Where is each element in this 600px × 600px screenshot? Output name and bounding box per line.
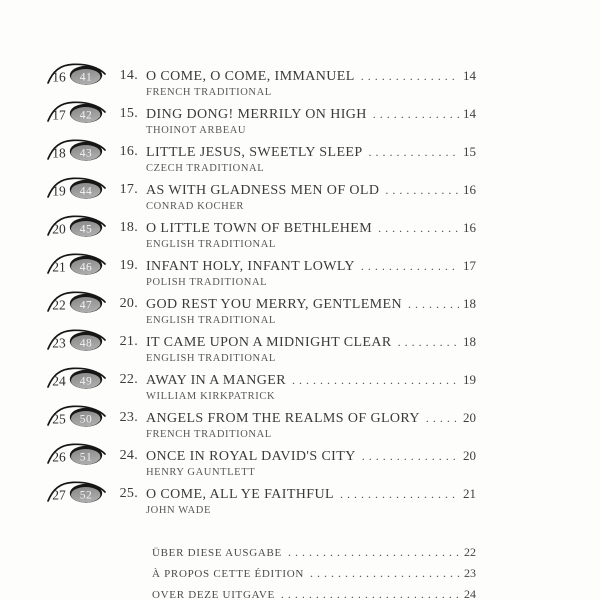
extra-label: OVER DEZE UITGAVE xyxy=(152,589,275,600)
entry-page-number: 18 xyxy=(463,334,476,349)
entry-title: AWAY IN A MANGER xyxy=(146,373,286,388)
dot-leader xyxy=(361,258,459,274)
entry-attribution: JOHN WADE xyxy=(146,505,211,516)
entry-title-row xyxy=(146,410,476,427)
toc-entry xyxy=(46,258,476,296)
entry-main xyxy=(146,334,476,365)
entry-title: O COME, O COME, IMMANUEL xyxy=(146,69,355,84)
entry-number: 24. xyxy=(119,448,138,463)
toc-entry xyxy=(46,296,476,334)
entry-main xyxy=(146,258,476,289)
dot-leader xyxy=(292,372,459,388)
dot-leader xyxy=(385,182,459,198)
dot-leader xyxy=(378,220,459,236)
toc-entry xyxy=(46,144,476,182)
dot-leader xyxy=(340,486,459,502)
entry-attribution: FRENCH TRADITIONAL xyxy=(146,87,272,98)
toc-entry xyxy=(46,220,476,258)
entry-title: DING DONG! MERRILY ON HIGH xyxy=(146,107,367,122)
dot-leader xyxy=(398,334,459,350)
entry-number: 14. xyxy=(119,68,138,83)
page-track-badge xyxy=(46,62,108,88)
dot-leader xyxy=(373,106,459,122)
dot-leader xyxy=(281,584,460,600)
dot-leader xyxy=(408,296,459,312)
book-page-number: 18 xyxy=(52,145,66,161)
entry-attribution: HENRY GAUNTLETT xyxy=(146,467,256,478)
toc-entry xyxy=(46,410,476,448)
page-track-badge xyxy=(46,290,108,316)
book-page-number: 20 xyxy=(52,221,66,237)
entry-page-number: 17 xyxy=(463,258,476,273)
entry-title: LITTLE JESUS, SWEETLY SLEEP xyxy=(146,145,363,160)
page-track-badge xyxy=(46,480,108,506)
toc-extra-entry xyxy=(46,542,476,563)
entry-title-row xyxy=(146,372,476,389)
entry-number: 19. xyxy=(119,258,138,273)
cd-track-number: 45 xyxy=(79,223,93,236)
toc-extra-entry xyxy=(46,584,476,600)
entry-page-number: 20 xyxy=(463,448,476,463)
entry-page-number: 14 xyxy=(463,106,476,121)
cd-track-number: 47 xyxy=(79,299,93,312)
cd-track-number: 49 xyxy=(79,375,93,388)
toc-entry xyxy=(46,182,476,220)
toc-entry xyxy=(46,106,476,144)
extra-page-number: 24 xyxy=(464,587,476,600)
entry-attribution: ENGLISH TRADITIONAL xyxy=(146,353,276,364)
entry-page-number: 18 xyxy=(463,296,476,311)
page-track-badge xyxy=(46,214,108,240)
entry-attribution: POLISH TRADITIONAL xyxy=(146,277,268,288)
entry-number: 15. xyxy=(119,106,138,121)
entry-attribution: CONRAD KOCHER xyxy=(146,201,244,212)
cd-track-number: 52 xyxy=(79,489,93,502)
toc-entry-list xyxy=(46,68,476,524)
entry-attribution: FRENCH TRADITIONAL xyxy=(146,429,272,440)
entry-title-row xyxy=(146,448,476,465)
entry-title-row xyxy=(146,220,476,237)
entry-title-row xyxy=(146,144,476,161)
book-page-number: 26 xyxy=(52,449,66,465)
book-page-number: 19 xyxy=(52,183,66,199)
extra-page-number: 22 xyxy=(464,545,476,559)
entry-title: GOD REST YOU MERRY, GENTLEMEN xyxy=(146,297,402,312)
entry-number: 20. xyxy=(119,296,138,311)
page-track-badge xyxy=(46,252,108,278)
entry-attribution: THOINOT ARBEAU xyxy=(146,125,247,136)
entry-main xyxy=(146,144,476,175)
entry-attribution: CZECH TRADITIONAL xyxy=(146,163,265,174)
entry-attribution: ENGLISH TRADITIONAL xyxy=(146,315,276,326)
cd-track-number: 48 xyxy=(79,337,93,350)
dot-leader xyxy=(288,542,460,562)
cd-track-number: 43 xyxy=(79,147,93,160)
dot-leader xyxy=(361,68,459,84)
entry-title-row xyxy=(146,182,476,199)
entry-main xyxy=(146,220,476,251)
entry-title-row xyxy=(146,296,476,313)
page-track-badge xyxy=(46,138,108,164)
toc-extra-entry xyxy=(46,563,476,584)
page-track-badge xyxy=(46,100,108,126)
entry-main xyxy=(146,182,476,213)
entry-title: INFANT HOLY, INFANT LOWLY xyxy=(146,259,355,274)
dot-leader xyxy=(426,410,459,426)
book-page-number: 23 xyxy=(52,335,66,351)
extra-page-number: 23 xyxy=(464,566,476,580)
entry-number: 21. xyxy=(119,334,138,349)
entry-title-row xyxy=(146,68,476,85)
entry-page-number: 21 xyxy=(463,486,476,501)
entry-main xyxy=(146,410,476,441)
page-track-badge xyxy=(46,328,108,354)
book-page-number: 16 xyxy=(52,69,66,85)
entry-attribution: WILLIAM KIRKPATRICK xyxy=(146,391,276,402)
cd-track-number: 50 xyxy=(79,413,93,426)
page-track-badge xyxy=(46,404,108,430)
entry-number: 25. xyxy=(119,486,138,501)
entry-title: IT CAME UPON A MIDNIGHT CLEAR xyxy=(146,335,392,350)
page-track-badge xyxy=(46,366,108,392)
toc-entry xyxy=(46,372,476,410)
entry-main xyxy=(146,68,476,99)
entry-number: 18. xyxy=(119,220,138,235)
entry-number: 23. xyxy=(119,410,138,425)
cd-track-number: 51 xyxy=(79,451,93,464)
entry-page-number: 14 xyxy=(463,68,476,83)
entry-title-row xyxy=(146,106,476,123)
cd-track-number: 44 xyxy=(79,185,93,198)
book-page-number: 24 xyxy=(52,373,66,389)
entry-title: O LITTLE TOWN OF BETHLEHEM xyxy=(146,221,373,236)
cd-track-number: 46 xyxy=(79,261,93,274)
entry-number: 22. xyxy=(119,372,138,387)
entry-title-row xyxy=(146,258,476,275)
book-page-number: 21 xyxy=(52,259,66,275)
entry-number: 16. xyxy=(119,144,138,159)
page-track-badge xyxy=(46,176,108,202)
entry-title: ANGELS FROM THE REALMS OF GLORY xyxy=(146,411,420,426)
toc-entry xyxy=(46,486,476,524)
page-track-badge xyxy=(46,442,108,468)
entry-attribution: ENGLISH TRADITIONAL xyxy=(146,239,276,250)
entry-title-row xyxy=(146,334,476,351)
book-page-number: 25 xyxy=(52,411,66,427)
entry-title: O COME, ALL YE FAITHFUL xyxy=(146,487,334,502)
entry-page-number: 19 xyxy=(463,372,476,387)
book-page-number: 22 xyxy=(52,297,66,313)
entry-title: ONCE IN ROYAL DAVID'S CITY xyxy=(146,449,356,464)
toc-extras-list xyxy=(46,542,476,600)
entry-page-number: 16 xyxy=(463,220,476,235)
dot-leader xyxy=(369,144,459,160)
entry-page-number: 20 xyxy=(463,410,476,425)
extra-label: ÜBER DIESE AUSGABE xyxy=(152,547,282,559)
toc-entry xyxy=(46,68,476,106)
toc-entry xyxy=(46,334,476,372)
cd-track-number: 41 xyxy=(79,71,93,84)
entry-title-row xyxy=(146,486,476,503)
entry-title: AS WITH GLADNESS MEN OF OLD xyxy=(146,183,380,198)
dot-leader xyxy=(310,563,460,583)
entry-main xyxy=(146,448,476,479)
entry-number: 17. xyxy=(119,182,138,197)
entry-main xyxy=(146,486,476,517)
entry-page-number: 15 xyxy=(463,144,476,159)
extra-label: À PROPOS CETTE ÉDITION xyxy=(152,568,304,580)
book-page-number: 17 xyxy=(52,107,66,123)
book-page-number: 27 xyxy=(52,487,66,503)
dot-leader xyxy=(362,448,459,464)
entry-main xyxy=(146,372,476,403)
entry-page-number: 16 xyxy=(463,182,476,197)
entry-main xyxy=(146,106,476,137)
cd-track-number: 42 xyxy=(79,109,93,122)
entry-main xyxy=(146,296,476,327)
toc-entry xyxy=(46,448,476,486)
